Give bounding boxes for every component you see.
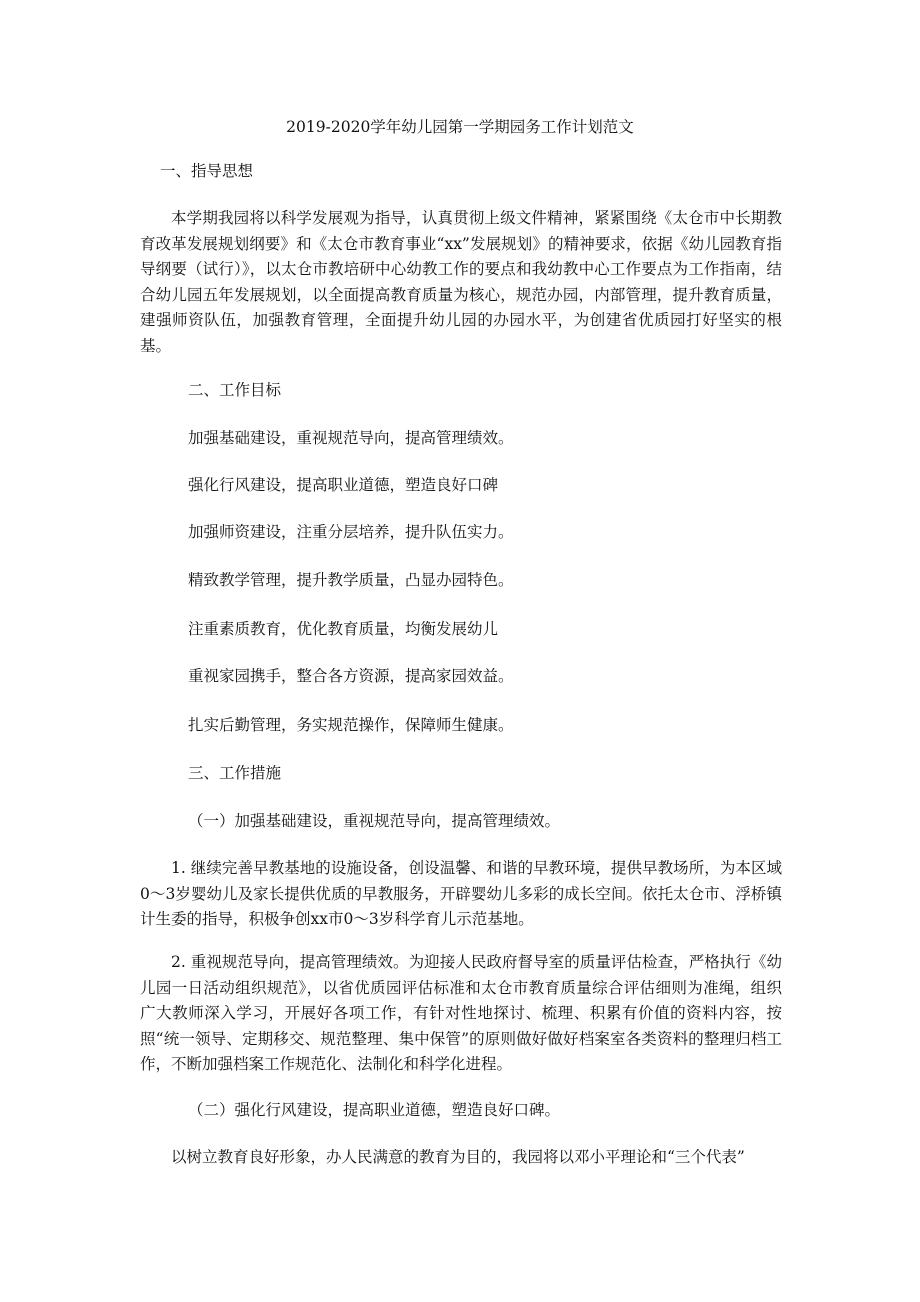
goal-item: 加强师资建设，注重分层培养，提升队伍实力。 [188, 523, 514, 541]
measure-item-2: 2. 重视规范导向，提高管理绩效。为迎接人民政府督导室的质量评估检查，严格执行《幼儿园一日活动组织规范》，以省优质园评估标准和太仓市教育质量综合评估细则为准绳，组织广大教师深入学习，开展好各项工作，有针对性地探讨、梳理、积累有价值的资料内容，按照“统一领导、定期移交、规范整理、集中保管”的原则做好做好档案室各类资料的整理归档工作，不断加强档案工作规范化、法制化和科学化进程。 [140, 953, 782, 1074]
goal-item: 强化行风建设，提高职业道德，塑造良好口碑 [188, 476, 499, 494]
goal-item: 扎实后勤管理，务实规范操作，保障师生健康。 [188, 716, 514, 734]
guiding-thought-paragraph: 本学期我园将以科学发展观为指导，认真贯彻上级文件精神，紧紧围绕《太仓市中长期教育改革发展规划纲要》和《太仓市教育事业“xx”发展规划》的精神要求，依据《幼儿园教育指导纲要（试行）》，以太仓市教培研中心幼教工作的要点和我幼教中心工作要点为工作指南，结合幼儿园五年发展规划，以全面提高教育质量为核心，规范办园，内部管理，提升教育质量，建强师资队伍，加强教育管理，全面提升幼儿园的办园水平，为创建省优质园打好坚实的根基。 [140, 209, 782, 355]
section-heading-guiding-thought: 一、指导思想 [160, 162, 254, 180]
goal-item: 精致教学管理，提升教学质量，凸显办园特色。 [188, 571, 514, 589]
goal-item: 重视家园携手，整合各方资源，提高家园效益。 [188, 667, 514, 685]
goal-item: 注重素质教育，优化教育质量，均衡发展幼儿 [188, 620, 499, 638]
section-heading-work-goals: 二、工作目标 [188, 381, 282, 399]
section-heading-work-measures: 三、工作措施 [188, 764, 282, 782]
measure-item-1: 1. 继续完善早教基地的设施设备，创设温馨、和谐的早教环境，提供早教场所，为本区域0～3岁婴幼儿及家长提供优质的早教服务，开辟婴幼儿多彩的成长空间。依托太仓市、浮桥镇计生委的指导，积极争创xx市0～3岁科学育儿示范基地。 [140, 859, 782, 929]
goal-item: 加强基础建设，重视规范导向，提高管理绩效。 [188, 429, 514, 447]
subsection-heading-2: （二）强化行风建设，提高职业道德，塑造良好口碑。 [188, 1101, 561, 1119]
subsection-heading-1: （一）加强基础建设，重视规范导向，提高管理绩效。 [188, 812, 561, 830]
document-title: 2019-2020学年幼儿园第一学期园务工作计划范文 [286, 118, 634, 136]
final-paragraph: 以树立教育良好形象，办人民满意的教育为目的，我园将以邓小平理论和“三个代表” [171, 1148, 745, 1166]
